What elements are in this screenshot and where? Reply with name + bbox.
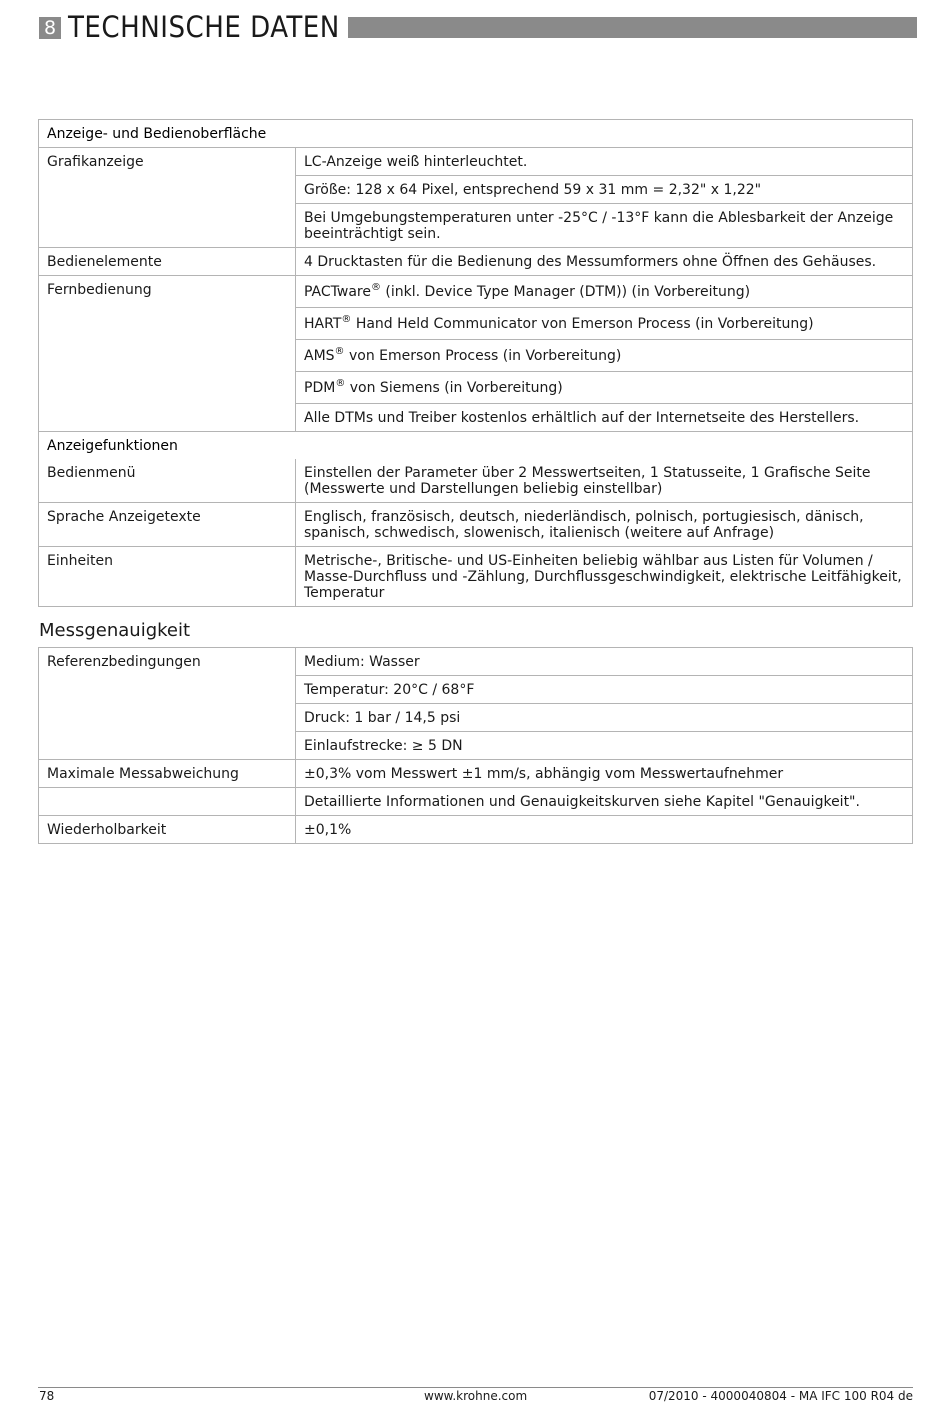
label-wiederholbarkeit: Wiederholbarkeit [39,816,296,844]
footer-url: www.krohne.com [424,1389,528,1403]
value-grafik-1: LC-Anzeige weiß hinterleuchtet. [296,148,913,176]
value-max-messabweichung: ±0,3% vom Messwert ±1 mm/s, abhängig vom Messwertaufnehmer [296,760,913,788]
label-bedienmenue: Bedienmenü [39,459,296,503]
value-detail: Detaillierte Informationen und Genauigkeitskurven siehe Kapitel "Genauigkeit". [296,788,913,816]
value-sprache: Englisch, französisch, deutsch, niederländisch, polnisch, portugiesisch, dänisch, spanisch, schwedisch, slowenisch, italienisch (weitere auf Anfrage) [296,503,913,547]
page-number: 78 [39,1389,55,1403]
value-ref-4: Einlaufstrecke: ≥ 5 DN [296,732,913,760]
label-bedienelemente: Bedienelemente [39,248,296,276]
label-einheiten: Einheiten [39,547,296,607]
value-grafik-3: Bei Umgebungstemperaturen unter -25°C / -13°F kann die Ablesbarkeit der Anzeige beeinträchtigt sein. [296,204,913,248]
value-ref-3: Druck: 1 bar / 14,5 psi [296,704,913,732]
label-grafikanzeige: Grafikanzeige [39,148,296,176]
value-bedienelemente: 4 Drucktasten für die Bedienung des Messumformers ohne Öffnen des Gehäuses. [296,248,913,276]
label-referenzbedingungen: Referenzbedingungen [39,648,296,676]
value-wiederholbarkeit: ±0,1% [296,816,913,844]
value-einheiten: Metrische-, Britische- und US-Einheiten beliebig wählbar aus Listen für Volumen / Masse-Durchfluss und -Zählung, Durchflussgeschwindigkeit, elektrische Leitfähigkeit, Temperatur [296,547,913,607]
label-max-messabweichung: Maximale Messabweichung [39,760,296,788]
product-name: IFC 100 [826,35,883,53]
accuracy-table [38,647,913,844]
footer-doc-id: 07/2010 - 4000040804 - MA IFC 100 R04 de [648,1389,913,1403]
value-fern-4: PDM® von Siemens (in Vorbereitung) [296,372,913,404]
section-title-display: Anzeige- und Bedienoberfläche [39,120,913,148]
value-ref-1: Medium: Wasser [296,648,913,676]
display-table [38,119,913,607]
header-bar [348,17,917,53]
label-fernbedienung: Fernbedienung [39,276,296,308]
footer-divider [38,1387,913,1388]
label-sprache: Sprache Anzeigetexte [39,503,296,547]
chapter-number: 8 [39,17,61,39]
value-grafik-2: Größe: 128 x 64 Pixel, entsprechend 59 x 31 mm = 2,32" x 1,22" [296,176,913,204]
chapter-title: TECHNISCHE DATEN [68,10,340,44]
value-fern-3: AMS® von Emerson Process (in Vorbereitung) [296,340,913,372]
section-title-functions: Anzeigefunktionen [39,432,913,460]
value-ref-2: Temperatur: 20°C / 68°F [296,676,913,704]
value-fern-5: Alle DTMs und Treiber kostenlos erhältlich auf der Internetseite des Herstellers. [296,404,913,432]
value-bedienmenue: Einstellen der Parameter über 2 Messwertseiten, 1 Statusseite, 1 Grafische Seite (Messwerte und Darstellungen beliebig einstellbar) [296,459,913,503]
section-heading-accuracy: Messgenauigkeit [39,620,191,641]
value-fern-1: PACTware® (inkl. Device Type Manager (DTM)) (in Vorbereitung) [296,276,913,308]
value-fern-2: HART® Hand Held Communicator von Emerson Process (in Vorbereitung) [296,308,913,340]
